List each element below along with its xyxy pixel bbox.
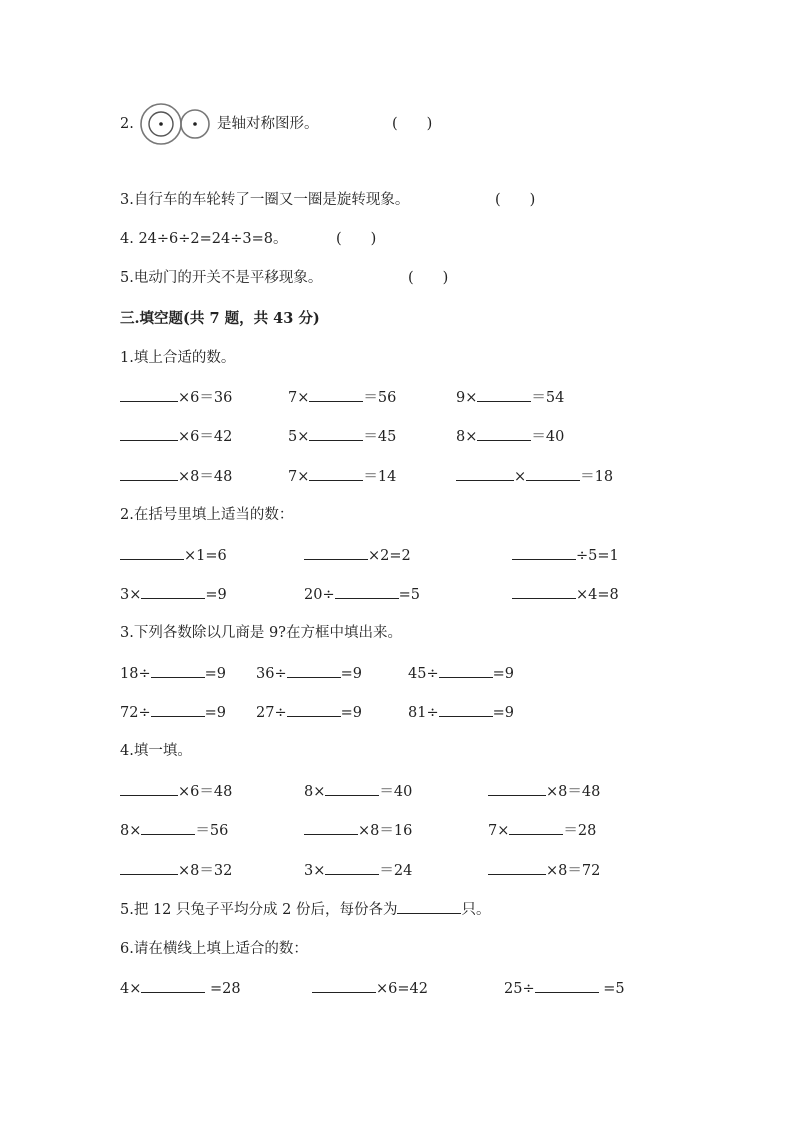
answer-blank[interactable]: [325, 860, 379, 875]
answer-blank[interactable]: [335, 584, 399, 599]
fill3-r1-c3: 45÷ =9: [408, 663, 514, 684]
fill1-r2-c2: 5× ＝45: [288, 426, 396, 447]
answer-blank[interactable]: [439, 663, 493, 678]
answer-blank[interactable]: [141, 978, 205, 993]
large-concentric-circle: [141, 104, 181, 144]
answer-blank[interactable]: [477, 387, 531, 402]
fill1-title: 1.填上合适的数。: [120, 350, 236, 366]
fill3-r1-c2: 36÷ =9: [256, 663, 362, 684]
judge-q4-text: 4. 24÷6÷2=24÷3=8。: [120, 231, 288, 247]
fill4-r2-c2: ×8＝16: [304, 820, 412, 841]
fill2-r1-c3: ÷5=1: [512, 545, 619, 566]
fill3-r2-c3: 81÷ =9: [408, 702, 514, 723]
fill2-r2-c2: 20÷ =5: [304, 584, 420, 605]
answer-blank[interactable]: [309, 466, 363, 481]
fill4-r3-c1: ×8＝32: [120, 860, 232, 881]
section-heading: 三.填空题(共 7 题，共 43 分): [120, 310, 320, 327]
fill2-r1-c2: ×2=2: [304, 545, 411, 566]
answer-blank[interactable]: [488, 781, 546, 796]
fill1-r2-c3: 8× ＝40: [456, 426, 564, 447]
judge-q2: [120, 114, 134, 134]
small-concentric-circle: [181, 110, 209, 138]
judge-q2-number: 2.: [120, 116, 134, 132]
fill4-r2-c1: 8× ＝56: [120, 820, 228, 841]
fill4-r1-c3: ×8＝48: [488, 781, 600, 802]
fill1-r1-c3: 9× ＝54: [456, 387, 564, 408]
judge-q3-answer-paren[interactable]: ( ): [495, 192, 536, 208]
fill6-r1-c2: ×6=42: [312, 978, 428, 999]
fill6-title: 6.请在横线上填上适合的数：: [120, 941, 308, 957]
fill3-title: 3.下列各数除以几商是 9?在方框中填出来。: [120, 625, 402, 641]
fill5-question: 5.把 12 只兔子平均分成 2 份后，每份各为 只。: [120, 899, 490, 920]
fill1-r3-c3: × ＝18: [456, 466, 613, 487]
answer-blank[interactable]: [120, 860, 178, 875]
answer-blank[interactable]: [287, 663, 341, 678]
answer-blank[interactable]: [309, 387, 363, 402]
fill1-r3-c1: ×8＝48: [120, 466, 232, 487]
answer-blank[interactable]: [120, 781, 178, 796]
answer-blank[interactable]: [512, 584, 576, 599]
fill3-r2-c1: 72÷ =9: [120, 702, 226, 723]
concentric-circles-figure: [138, 102, 216, 146]
answer-blank[interactable]: [397, 899, 461, 914]
fill6-r1-c1: 4× =28: [120, 978, 241, 999]
judge-q2-answer-paren[interactable]: ( ): [392, 116, 433, 132]
answer-blank[interactable]: [535, 978, 599, 993]
answer-blank[interactable]: [141, 820, 195, 835]
fill1-r1-c1: ×6＝36: [120, 387, 232, 408]
fill1-r3-c2: 7× ＝14: [288, 466, 396, 487]
answer-blank[interactable]: [120, 466, 178, 481]
judge-q4-answer-paren[interactable]: ( ): [336, 231, 377, 247]
judge-q3-text: 3.自行车的车轮转了一圈又一圈是旋转现象。: [120, 192, 410, 208]
answer-blank[interactable]: [512, 545, 576, 560]
fill2-title: 2.在括号里填上适当的数：: [120, 507, 294, 523]
fill4-r3-c2: 3× ＝24: [304, 860, 412, 881]
fill2-r1-c1: ×1=6: [120, 545, 227, 566]
answer-blank[interactable]: [488, 860, 546, 875]
fill1-r1-c2: 7× ＝56: [288, 387, 396, 408]
answer-blank[interactable]: [439, 702, 493, 717]
answer-blank[interactable]: [477, 426, 531, 441]
answer-blank[interactable]: [120, 545, 184, 560]
fill3-r1-c1: 18÷ =9: [120, 663, 226, 684]
fill1-r2-c1: ×6＝42: [120, 426, 232, 447]
judge-q2-text: 是轴对称图形。: [217, 116, 319, 132]
fill4-r1-c2: 8× ＝40: [304, 781, 412, 802]
fill6-r1-c3: 25÷ =5: [504, 978, 625, 999]
answer-blank[interactable]: [120, 426, 178, 441]
fill4-r1-c1: ×6＝48: [120, 781, 232, 802]
answer-blank[interactable]: [526, 466, 580, 481]
answer-blank[interactable]: [325, 781, 379, 796]
answer-blank[interactable]: [304, 545, 368, 560]
answer-blank[interactable]: [151, 663, 205, 678]
judge-q5-answer-paren[interactable]: ( ): [408, 270, 449, 286]
answer-blank[interactable]: [287, 702, 341, 717]
answer-blank[interactable]: [304, 820, 358, 835]
judge-q5-text: 5.电动门的开关不是平移现象。: [120, 270, 323, 286]
answer-blank[interactable]: [309, 426, 363, 441]
fill2-r2-c3: ×4=8: [512, 584, 619, 605]
fill4-title: 4.填一填。: [120, 743, 192, 759]
answer-blank[interactable]: [120, 387, 178, 402]
answer-blank[interactable]: [151, 702, 205, 717]
answer-blank[interactable]: [456, 466, 514, 481]
answer-blank[interactable]: [141, 584, 205, 599]
fill2-r2-c1: 3× =9: [120, 584, 227, 605]
fill4-r2-c3: 7× ＝28: [488, 820, 596, 841]
fill4-r3-c3: ×8＝72: [488, 860, 600, 881]
answer-blank[interactable]: [509, 820, 563, 835]
fill3-r2-c2: 27÷ =9: [256, 702, 362, 723]
answer-blank[interactable]: [312, 978, 376, 993]
